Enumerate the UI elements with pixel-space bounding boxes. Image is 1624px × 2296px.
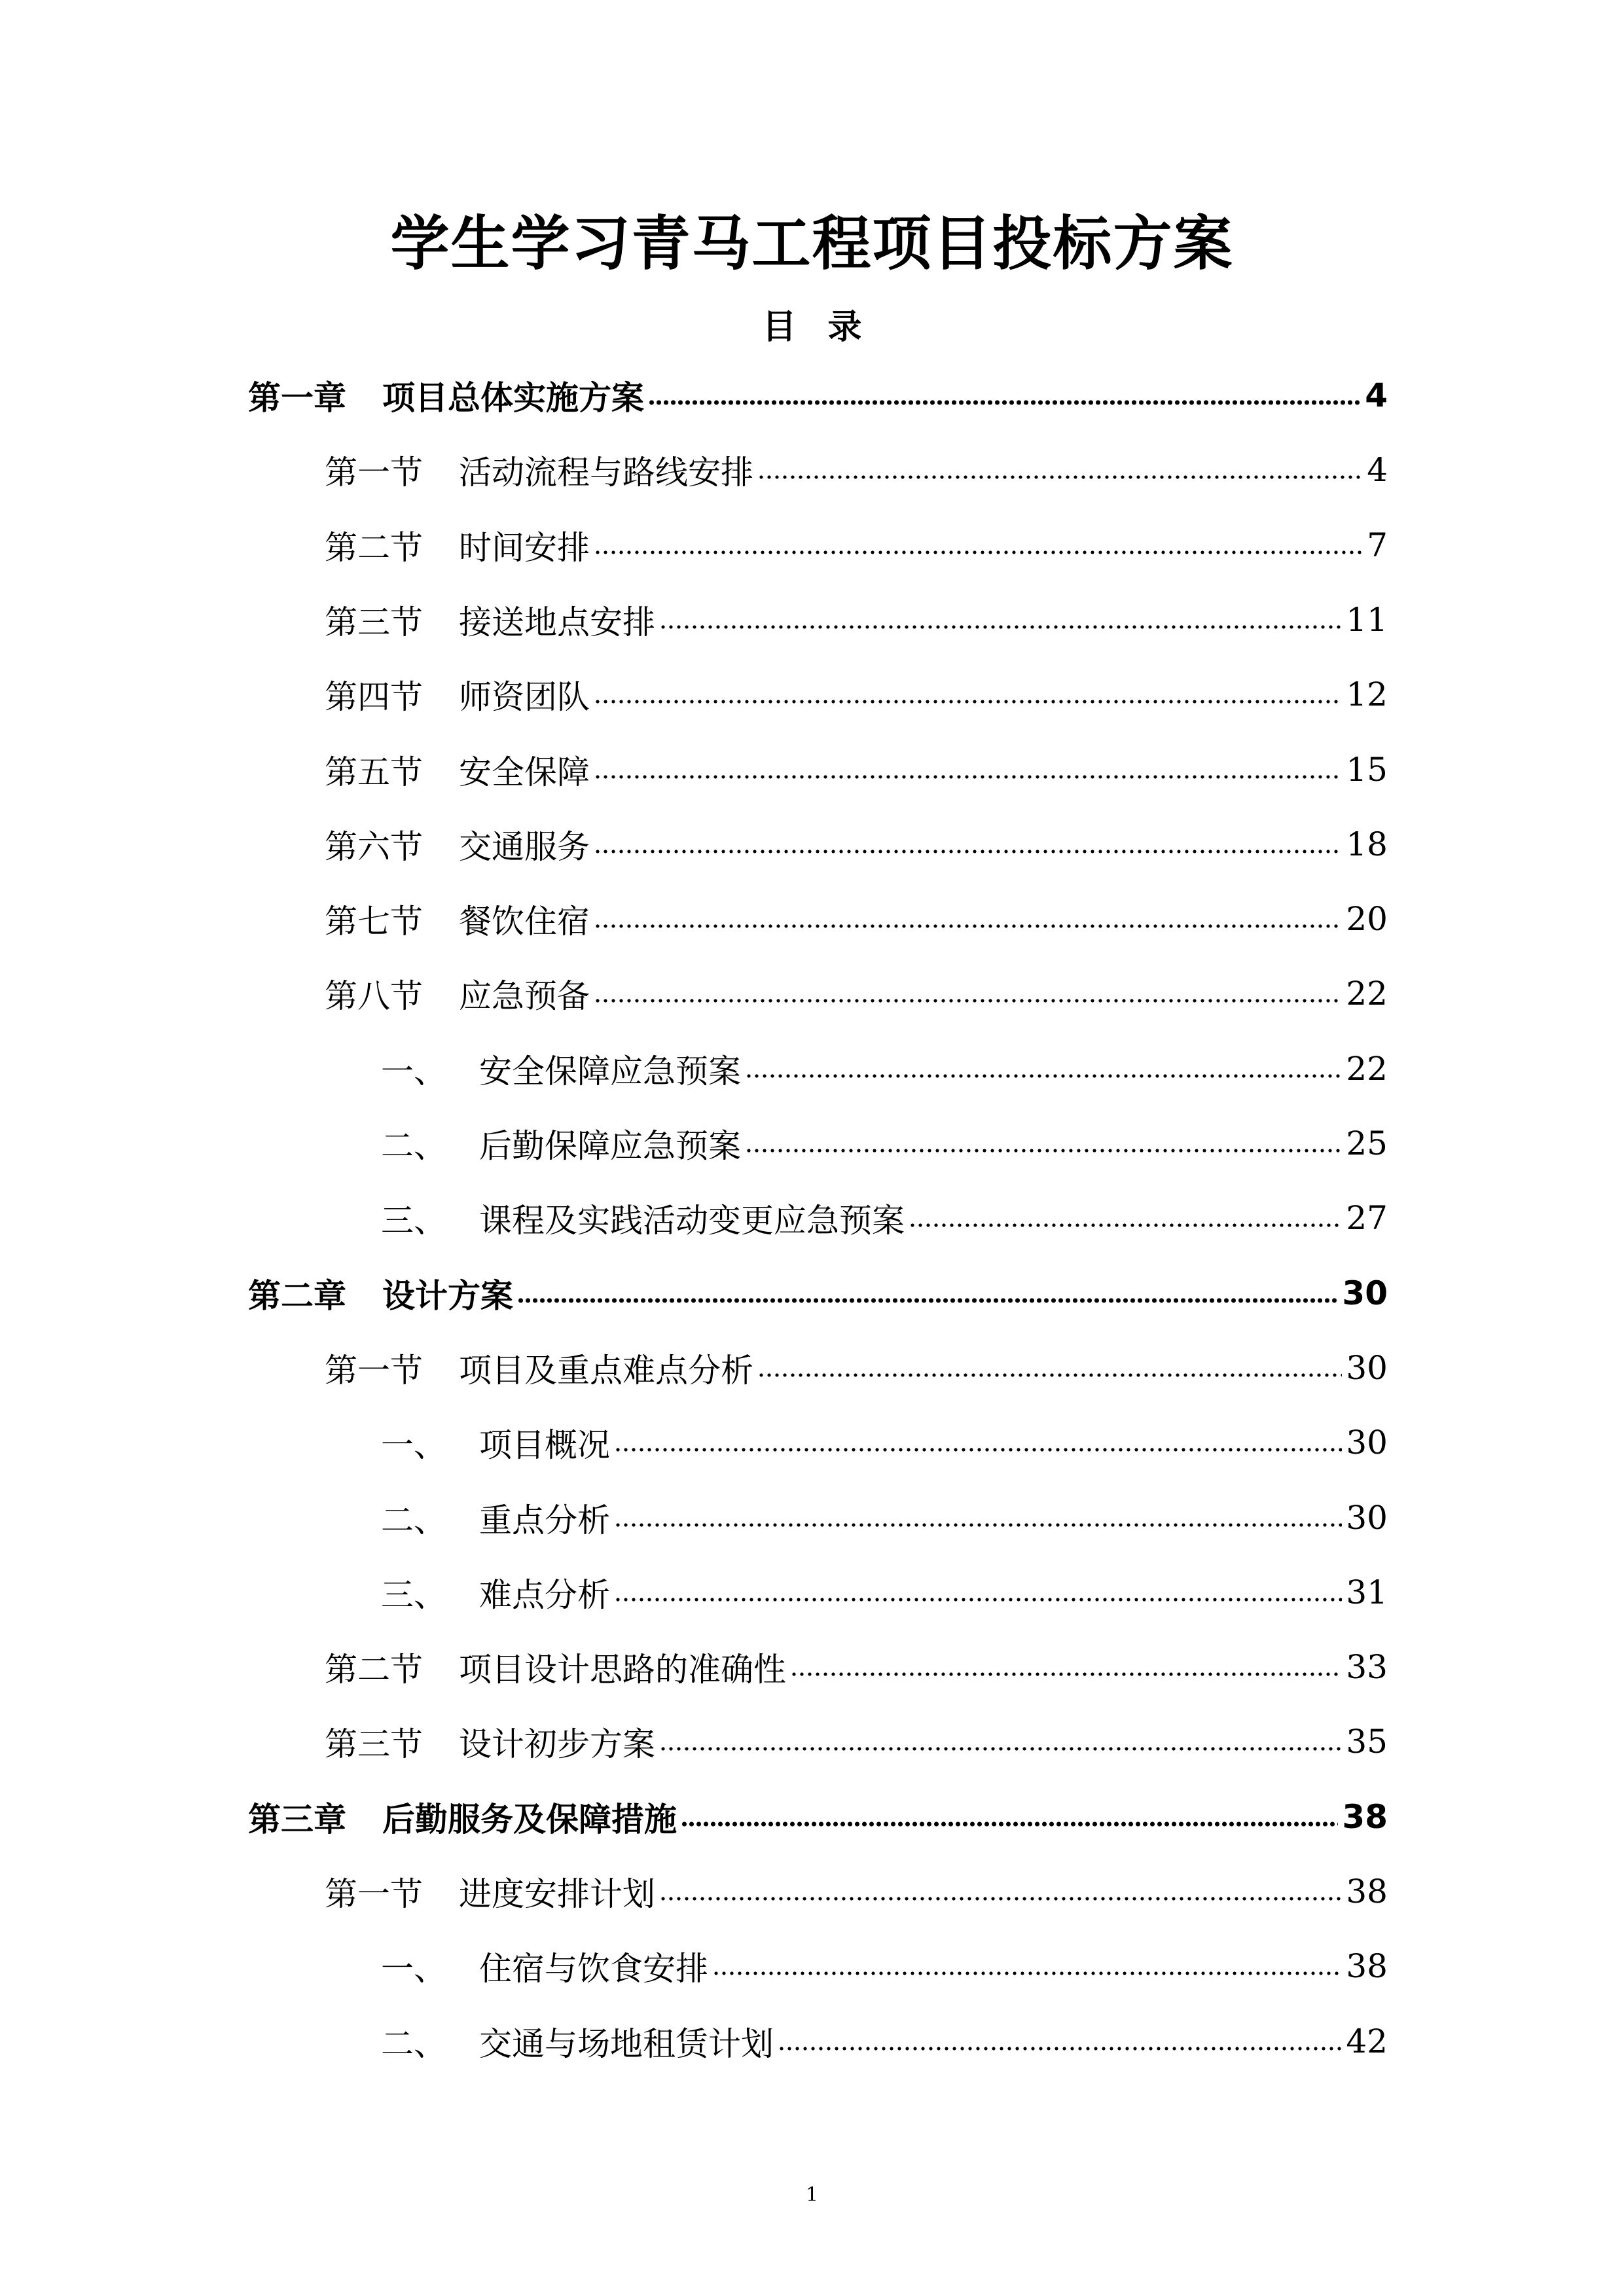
toc-heading: 目 录 (762, 308, 862, 347)
toc-entry-number: 第八节 (325, 977, 423, 1016)
toc-dot-leader (648, 400, 1361, 405)
toc-entry-number: 一、 (381, 1426, 446, 1465)
toc-dot-leader (659, 1896, 1342, 1901)
toc-entry-page: 12 (1346, 675, 1388, 714)
toc-entry-number: 第二节 (325, 1651, 423, 1689)
toc-subsection-entry[interactable] (381, 1555, 1388, 1630)
toc-chapter-entry[interactable] (248, 1256, 1388, 1331)
toc-entry-number: 第五节 (325, 753, 423, 791)
toc-entry-page: 4 (1365, 376, 1388, 414)
toc-section-entry[interactable] (325, 807, 1388, 882)
toc-entry-label: 设计方案 (382, 1276, 513, 1315)
toc-dot-leader (517, 1298, 1338, 1303)
toc-entry-number: 一、 (381, 1950, 446, 1988)
toc-entry-page: 25 (1346, 1124, 1388, 1162)
toc-dot-leader (594, 774, 1342, 780)
toc-dot-leader (790, 1672, 1342, 1677)
toc-entry-label: 后勤保障应急预案 (479, 1127, 741, 1165)
toc-entry-page: 38 (1346, 1873, 1388, 1910)
toc-section-entry[interactable] (325, 433, 1388, 507)
toc-entry-number: 二、 (381, 1501, 446, 1539)
toc-entry-number: 第三节 (325, 1725, 423, 1764)
toc-dot-leader (659, 1746, 1342, 1751)
toc-section-entry[interactable] (325, 583, 1388, 657)
toc-chapter-entry[interactable] (248, 1780, 1388, 1854)
toc-entry-label: 活动流程与路线安排 (459, 454, 753, 492)
toc-section-entry[interactable] (325, 508, 1388, 583)
toc-entry-page: 22 (1346, 1049, 1388, 1088)
toc-section-entry[interactable] (325, 732, 1388, 807)
toc-entry-number: 第六节 (325, 827, 423, 866)
toc-subsection-entry[interactable] (381, 1480, 1388, 1555)
toc-entry-label: 交通服务 (459, 827, 590, 866)
toc-dot-leader (594, 924, 1342, 929)
toc-entry-label: 项目总体实施方案 (382, 379, 644, 417)
toc-entry-number: 第二节 (325, 528, 423, 567)
toc-entry-number: 第三章 (248, 1800, 346, 1839)
toc-section-entry[interactable] (325, 657, 1388, 732)
toc-dot-leader (757, 475, 1363, 480)
toc-entry-page: 30 (1342, 1274, 1388, 1312)
toc-entry-number: 第一节 (325, 454, 423, 492)
toc-section-entry[interactable] (325, 956, 1388, 1031)
toc-subsection-entry[interactable] (381, 1031, 1388, 1106)
toc-entry-label: 后勤服务及保障措施 (382, 1800, 677, 1839)
toc-entry-page: 35 (1346, 1723, 1388, 1761)
toc-entry-page: 15 (1346, 750, 1388, 789)
toc-dot-leader (659, 624, 1342, 630)
toc-entry-label: 师资团队 (459, 678, 590, 717)
toc-entry-page: 30 (1346, 1498, 1388, 1537)
toc-entry-number: 二、 (381, 2024, 446, 2063)
toc-dot-leader (614, 1522, 1342, 1528)
toc-dot-leader (712, 1971, 1342, 1976)
toc-entry-label: 进度安排计划 (459, 1875, 655, 1913)
toc-dot-leader (594, 998, 1342, 1003)
toc-entry-page: 33 (1346, 1648, 1388, 1687)
toc-dot-leader (745, 1148, 1342, 1153)
toc-dot-leader (614, 1597, 1342, 1602)
toc-entry-number: 一、 (381, 1052, 446, 1090)
toc-entry-page: 4 (1367, 451, 1388, 490)
toc-dot-leader (757, 1372, 1342, 1378)
toc-entry-label: 应急预备 (459, 977, 590, 1016)
toc-dot-leader (594, 550, 1363, 555)
toc-entry-number: 第四节 (325, 678, 423, 717)
toc-chapter-entry[interactable] (248, 358, 1388, 433)
document-title: 学生学习青马工程项目投标方案 (390, 209, 1234, 278)
toc-section-entry[interactable] (325, 1331, 1388, 1405)
toc-entry-page: 27 (1346, 1199, 1388, 1238)
toc-entry-page: 42 (1346, 2022, 1388, 2060)
toc-entry-label: 难点分析 (479, 1575, 610, 1614)
toc-entry-label: 安全保障应急预案 (479, 1052, 741, 1090)
toc-entry-number: 第一节 (325, 1875, 423, 1913)
toc-subsection-entry[interactable] (381, 1181, 1388, 1255)
toc-entry-label: 交通与场地租赁计划 (479, 2024, 774, 2063)
toc-entry-label: 住宿与饮食安排 (479, 1950, 708, 1988)
toc-entry-page: 18 (1346, 825, 1388, 863)
toc-entry-number: 三、 (381, 1575, 446, 1614)
toc-entry-page: 22 (1346, 975, 1388, 1013)
toc-entry-page: 11 (1346, 600, 1388, 639)
toc-dot-leader (614, 1447, 1342, 1452)
toc-dot-leader (745, 1073, 1342, 1079)
toc-subsection-entry[interactable] (381, 1106, 1388, 1181)
toc-entry-number: 第二章 (248, 1276, 346, 1315)
toc-entry-number: 第三节 (325, 603, 423, 641)
toc-dot-leader (681, 1821, 1338, 1827)
toc-section-entry[interactable] (325, 1704, 1388, 1779)
toc-entry-page: 30 (1346, 1424, 1388, 1462)
toc-entry-page: 38 (1342, 1797, 1388, 1836)
toc-entry-label: 安全保障 (459, 753, 590, 791)
toc-entry-page: 20 (1346, 900, 1388, 939)
toc-entry-label: 项目概况 (479, 1426, 610, 1465)
toc-subsection-entry[interactable] (381, 1405, 1388, 1480)
toc-dot-leader (594, 699, 1342, 704)
toc-entry-label: 课程及实践活动变更应急预案 (479, 1202, 905, 1240)
toc-entry-number: 三、 (381, 1202, 446, 1240)
toc-section-entry[interactable] (325, 1854, 1388, 1929)
toc-section-entry[interactable] (325, 1630, 1388, 1704)
toc-entry-label: 设计初步方案 (459, 1725, 655, 1764)
page-number: 1 (805, 2183, 819, 2206)
toc-entry-label: 时间安排 (459, 528, 590, 567)
toc-subsection-entry[interactable] (381, 2004, 1388, 2079)
toc-dot-leader (594, 849, 1342, 854)
toc-subsection-entry[interactable] (381, 1929, 1388, 2003)
toc-entry-page: 31 (1346, 1573, 1388, 1611)
toc-entry-number: 第一节 (325, 1351, 423, 1390)
toc-entry-label: 接送地点安排 (459, 603, 655, 641)
toc-entry-number: 二、 (381, 1127, 446, 1165)
toc-section-entry[interactable] (325, 882, 1388, 956)
toc-entry-page: 38 (1346, 1947, 1388, 1986)
toc-entry-label: 项目设计思路的准确性 (459, 1651, 786, 1689)
toc-entry-number: 第一章 (248, 379, 346, 417)
toc-entry-page: 30 (1346, 1348, 1388, 1387)
toc-entry-page: 7 (1367, 526, 1388, 564)
toc-dot-leader (909, 1223, 1342, 1228)
toc-entry-label: 重点分析 (479, 1501, 610, 1539)
toc-entry-number: 第七节 (325, 903, 423, 941)
toc-entry-label: 餐饮住宿 (459, 903, 590, 941)
toc-dot-leader (778, 2046, 1342, 2051)
toc-entry-label: 项目及重点难点分析 (459, 1351, 753, 1390)
